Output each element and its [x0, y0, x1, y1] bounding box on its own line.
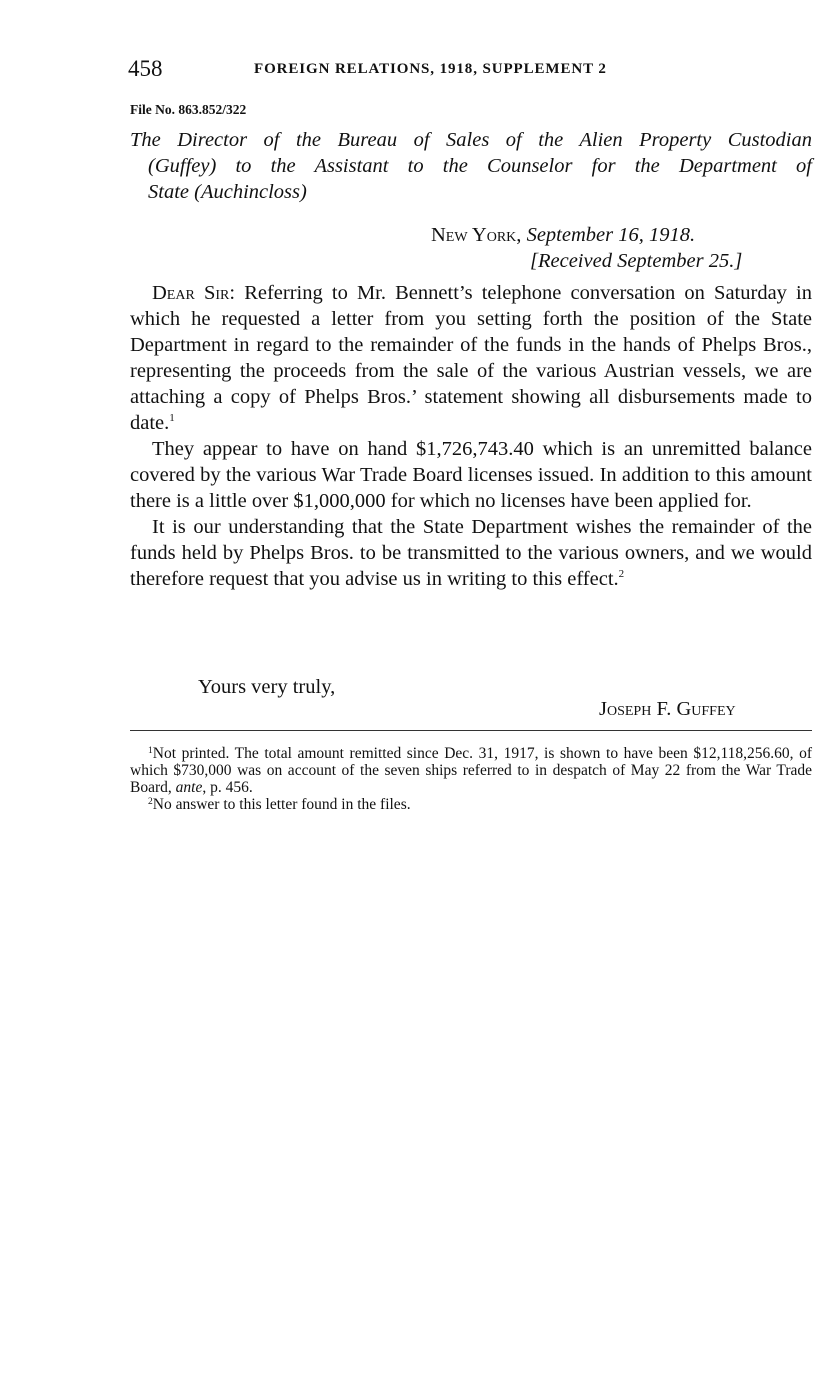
- footnote-1-tail: , p. 456.: [202, 779, 253, 796]
- footnotes: [130, 745, 812, 813]
- page-number: 458: [128, 56, 163, 81]
- signature: Joseph F. Guffey: [599, 698, 736, 720]
- footnote-ref-1: 1: [169, 412, 175, 424]
- dateline: [431, 224, 695, 247]
- letter-paragraph-2: They appear to have on hand $1,726,743.40 which is an unremitted balance covered by the various War Trade Board licenses issued. In addition to this amount there is a little over $1,000,000 for which no licenses have been applied for.: [130, 438, 812, 512]
- paragraph-1-text: Referring to Mr. Bennett’s telephone conversation on Saturday in which he requested a letter from you setting forth the position of the State Department in regard to the remainder of the funds in the hands of Phelps Bros., representing the proceeds from the sale of the various Austrian vessels, we are attaching a copy of Phelps Bros.’ statement showing all disbursements made to date.: [130, 282, 812, 434]
- file-number: File No. 863.852/322: [130, 102, 247, 117]
- letter-body: [130, 280, 812, 592]
- letter-paragraph-1: [130, 280, 812, 436]
- dateline-place: New York,: [431, 224, 522, 246]
- footnote-1-text: Not printed. The total amount remitted since Dec. 31, 1917, is shown to have been $12,118,256.60, of which $730,000 was on account of the seven ships referred to in despatch of May 22 from the War Trade Board,: [130, 745, 812, 796]
- dateline-date: September 16, 1918.: [526, 224, 696, 246]
- document-title-line-2: (Guffey) to the Assistant to the Counselor for the Department of: [148, 155, 812, 177]
- document-title-line-3: State (Auchincloss): [148, 181, 307, 203]
- salutation: Dear Sir:: [152, 282, 236, 304]
- paragraph-3-text: It is our understanding that the State Department wishes the remainder of the funds held by Phelps Bros. to be transmitted to the various owners, and we would therefore request that you advise us in writing to this effect.: [130, 516, 812, 590]
- footnote-divider: [130, 730, 812, 731]
- footnote-1-marker: 1: [148, 746, 153, 756]
- footnote-2: [130, 796, 812, 813]
- running-title: FOREIGN RELATIONS, 1918, SUPPLEMENT 2: [254, 61, 607, 77]
- footnote-1: [130, 745, 812, 796]
- footnote-1-italic: ante: [175, 779, 203, 796]
- footnote-2-marker: 2: [148, 797, 153, 807]
- document-title-line-1: The Director of the Bureau of Sales of the Alien Property Custodian: [130, 129, 812, 151]
- page-header: [128, 56, 684, 86]
- closing: Yours very truly,: [198, 676, 336, 698]
- document-title: [130, 127, 812, 205]
- footnote-2-text: No answer to this letter found in the files.: [152, 796, 411, 813]
- footnote-ref-2: 2: [618, 568, 625, 580]
- received-date: [Received September 25.]: [530, 250, 743, 272]
- letter-paragraph-3: [130, 514, 812, 592]
